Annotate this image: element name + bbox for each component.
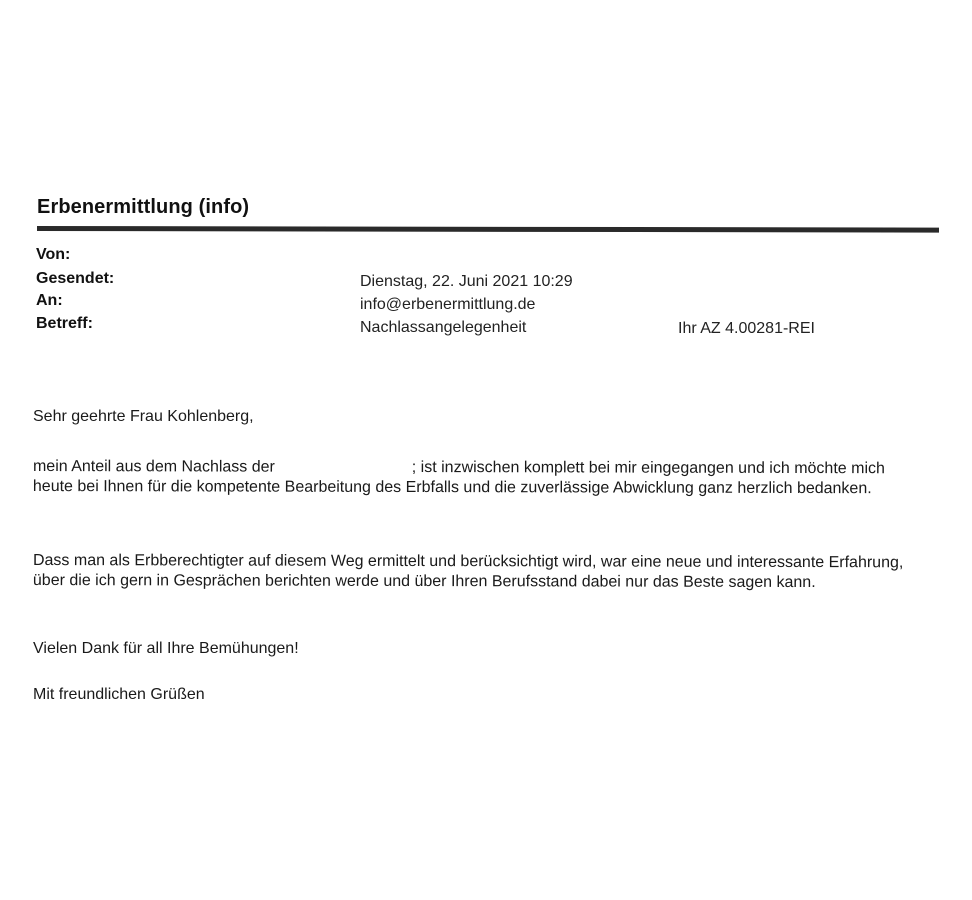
subject-value: Nachlassangelegenheit [360,319,527,336]
to-value: info@erbenermittlung.de [360,296,536,313]
sent-value: Dienstag, 22. Juni 2021 10:29 [360,273,573,290]
paragraph-experience: Dass man als Erbberechtigter auf diesem Weg ermittelt und berücksichtigt wird, war eine neue und interessante Erfahrung, über die ich gern in Gesprächen berichten werde und über Ihren Berufsstand dabei nur das Beste sagen kann. [32,552,904,592]
header-divider [37,226,939,233]
sender-title: Erbenermittlung (info) [37,196,250,218]
closing: Mit freundlichen Grüßen [33,686,205,703]
paragraph-thanks [33,457,923,499]
from-label: Von: [36,246,71,263]
redacted-name [279,459,407,475]
paragraph-thanks-start: mein Anteil aus dem Nachlass der [32,458,275,476]
subject-reference: Ihr AZ 4.00281-REI [678,320,815,337]
sent-label: Gesendet: [36,270,115,287]
paragraph-gratitude: Vielen Dank für all Ihre Bemühungen! [33,640,299,657]
subject-label: Betreff: [36,315,93,332]
salutation: Sehr geehrte Frau Kohlenberg, [33,408,254,425]
paragraph-thanks-end: ; ist inzwischen komplett bei mir eingegangen und ich möchte mich heute bei Ihnen für die kompetente Bearbeitung des Erbfalls und die zuverlässige Abwicklung ganz herzlich bedanken. [32,458,885,498]
to-label: An: [36,292,63,309]
